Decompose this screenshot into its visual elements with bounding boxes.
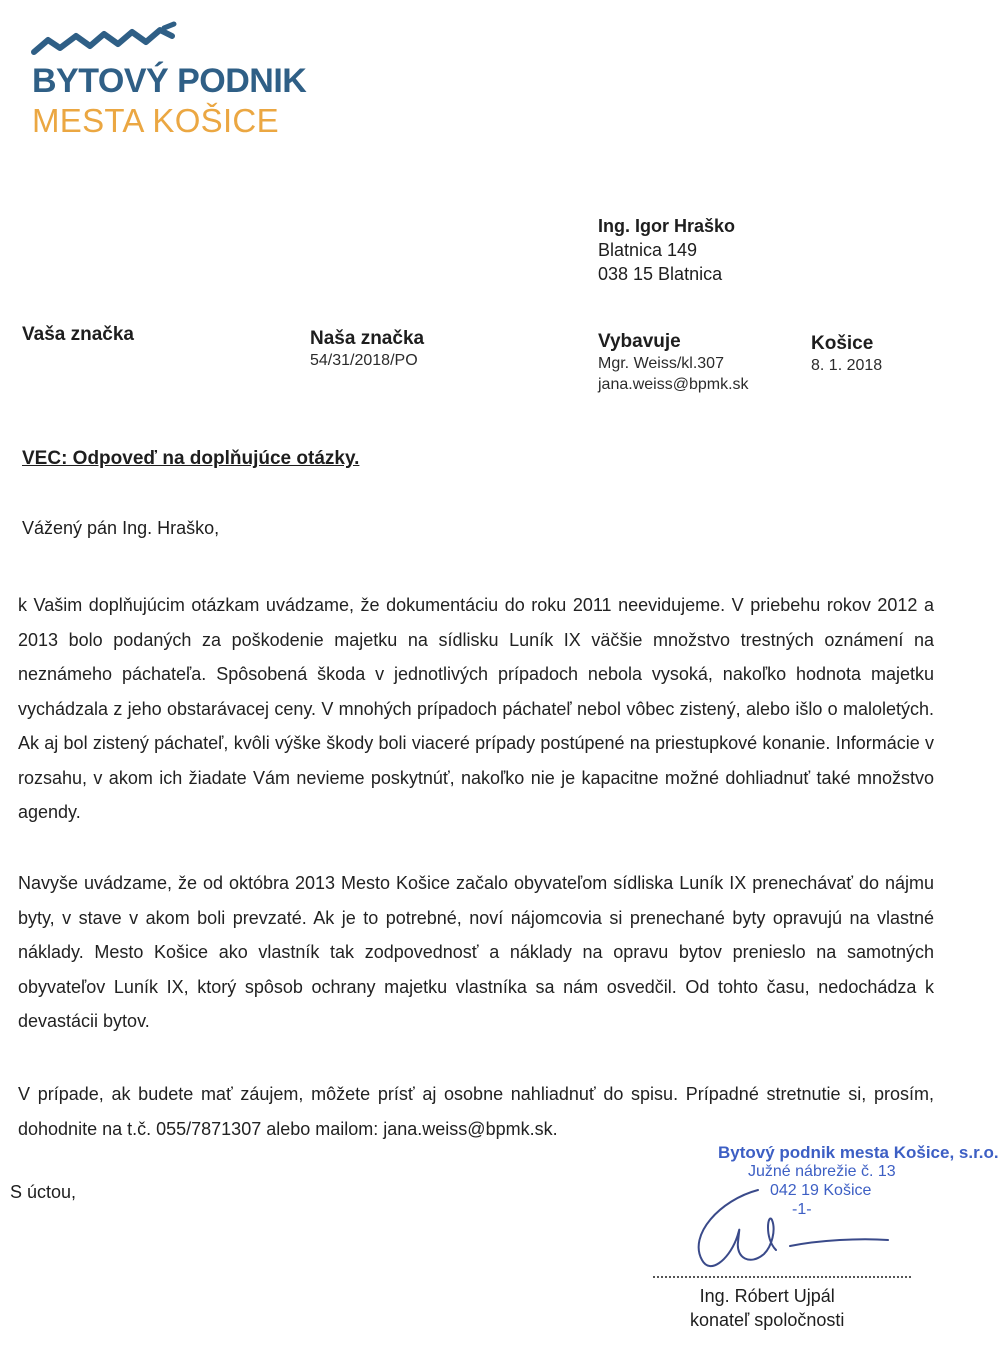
- handwritten-signature-icon: [680, 1180, 910, 1280]
- handled-by: [598, 331, 749, 395]
- our-reference-value: 54/31/2018/PO: [310, 352, 418, 369]
- signer-name: Ing. Róbert Ujpál: [699, 1286, 835, 1306]
- closing-phrase: S úctou,: [10, 1182, 77, 1202]
- body-paragraph-1: k Vašim doplňujúcim otázkam uvádzame, že dokumentáciu do roku 2011 neevidujeme. V priebehu rokov 2012 a 2013 bolo podaných za poškodenie majetku na sídlisku Luník IX väčšie množstvo trestných oznámení na neznámeho páchateľa. Spôsobená škoda v jednotlivých prípadoch nebola vysoká, nakoľko hodnota majetku vychádzala z jeho obstarávacej ceny. V mnohých prípadoch páchateľ nebol vôbec zistený, alebo išlo o maloletých. Ak aj bol zistený páchateľ, kvôli výške škody boli viaceré prípady postúpené na priestupkové konanie. Informácie v rozsahu, v akom ich žiadate Vám nevieme poskytnúť, nakoľko nie je kapacitne možné dohliadnuť také množstvo agendy.: [18, 595, 934, 822]
- logo-line-2: MESTA KOŠICE: [32, 102, 279, 139]
- recipient-street: Blatnica 149: [598, 240, 698, 260]
- signature-line: [653, 1276, 911, 1278]
- letter-subject: VEC: Odpoveď na doplňujúce otázky.: [22, 448, 360, 469]
- stamp-line-4: -1-: [792, 1201, 812, 1218]
- place-date: [811, 333, 882, 376]
- stamp-line-1: Bytový podnik mesta Košice, s.r.o.: [718, 1143, 999, 1162]
- your-reference-label: Vaša značka: [22, 324, 134, 345]
- our-reference: [310, 328, 424, 371]
- your-reference: [22, 324, 134, 346]
- stamp-line-2: Južné nábrežie č. 13: [748, 1163, 896, 1180]
- signer-block: [690, 1284, 844, 1332]
- handled-by-label: Vybavuje: [598, 331, 681, 352]
- recipient-name: Ing. Igor Hraško: [598, 216, 736, 236]
- letter-date: 8. 1. 2018: [811, 357, 883, 374]
- recipient-city: 038 15 Blatnica: [598, 264, 723, 284]
- stamp-line-3: 042 19 Košice: [770, 1182, 872, 1199]
- recipient-address: [598, 214, 735, 286]
- body-paragraph-3: V prípade, ak budete mať záujem, môžete prísť aj osobne nahliadnuť do spisu. Prípadné stretnutie si, prosím, dohodnite na t.č. 055/7871307 alebo mailom: jana.weiss@bpmk.sk.: [18, 1084, 934, 1139]
- logo-line-1: BYTOVÝ PODNIK: [32, 62, 307, 100]
- signer-title: konateľ spoločnosti: [690, 1310, 845, 1330]
- mountains-logo-icon: [32, 22, 182, 62]
- our-reference-label: Naša značka: [310, 328, 425, 349]
- handled-by-name: Mgr. Weiss/kl.307: [598, 355, 724, 372]
- salutation: Vážený pán Ing. Hraško,: [22, 518, 220, 538]
- place-label: Košice: [811, 333, 874, 354]
- handled-by-email: jana.weiss@bpmk.sk: [598, 376, 749, 393]
- body-paragraph-2: Navyše uvádzame, že od októbra 2013 Mesto Košice začalo obyvateľom sídliska Luník IX prenechávať do nájmu byty, v stave v akom boli prevzaté. Ak je to potrebné, noví nájomcovia si prenechané byty opravujú na vlastné náklady. Mesto Košice ako vlastník tak zodpovednosť a náklady na opravu bytov prenieslo na samotných obyvateľov Luník IX, ktorý spôsob ochrany majetku vlastníka sa nám osvedčil. Od tohto času, nedochádza k devastácii bytov.: [18, 873, 934, 1031]
